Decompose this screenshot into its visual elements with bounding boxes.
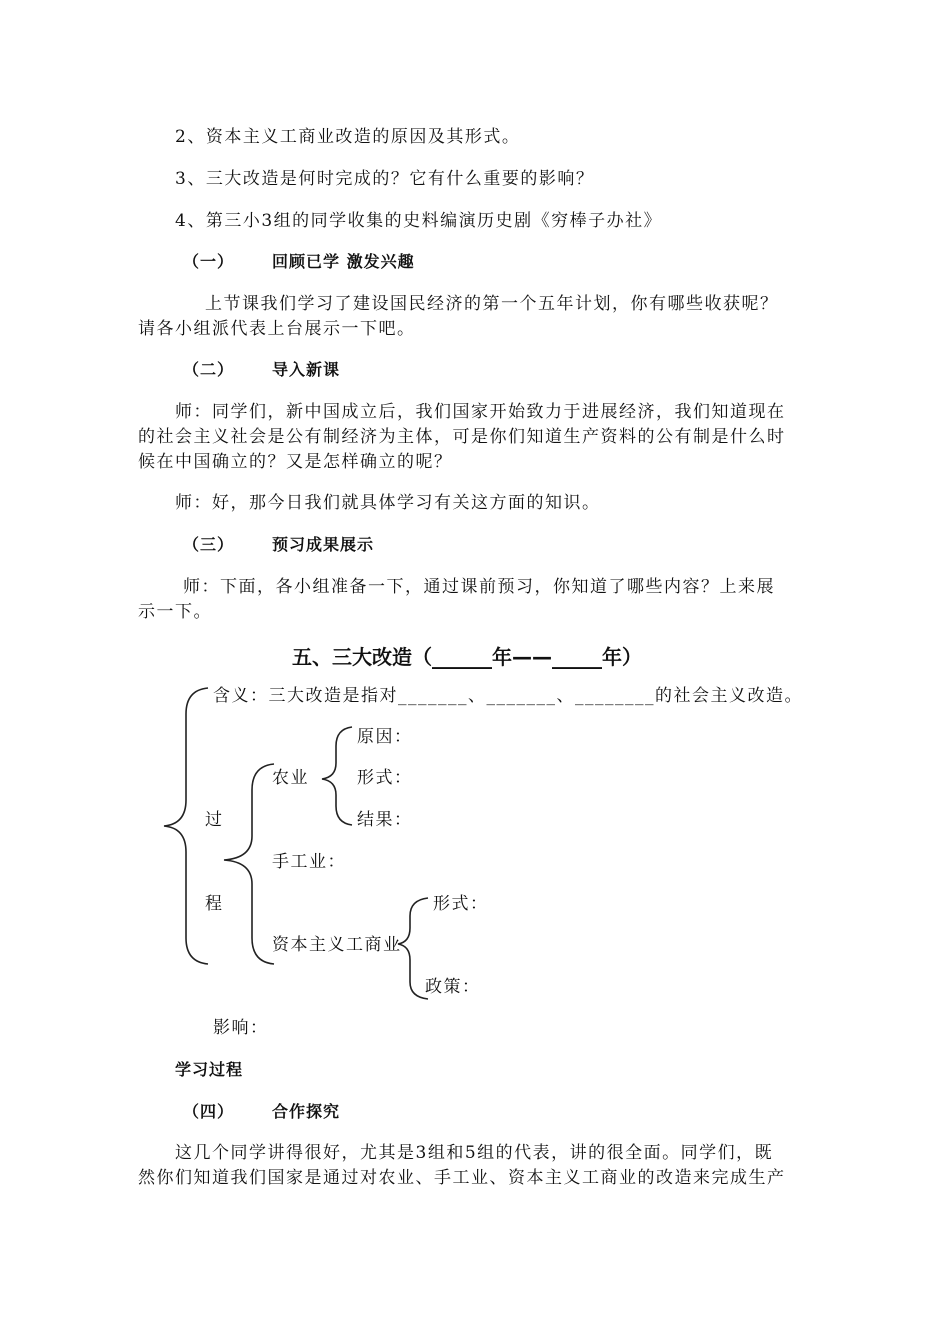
question-2: 2、资本主义工商业改造的原因及其形式。 (175, 127, 521, 147)
agriculture-reason: 原因： (357, 727, 413, 747)
process-char-1: 过 (205, 810, 224, 830)
section-2-p1-line-1: 师：同学们，新中国成立后，我们国家开始致力于进展经济，我们知道现在 (175, 402, 786, 422)
agriculture-brace (322, 727, 352, 825)
section-3-line-2: 示一下。 (138, 602, 212, 622)
capitalist-brace (398, 898, 428, 999)
section-1-number: （一） (183, 252, 235, 271)
outer-brace (164, 688, 208, 964)
question-4: 4、第三小3组的同学收集的史料编演历史剧《穷棒子办社》 (175, 211, 663, 231)
agriculture-label: 农业 (272, 768, 309, 788)
diagram-meaning: 含义：三大改造是指对_______、_______、________的社会主义改造。 (213, 686, 803, 706)
impact-label: 影响： (213, 1018, 269, 1038)
section-2-number: （二） (183, 360, 235, 379)
section-3-line-1: 师：下面，各小组准备一下，通过课前预习，你知道了哪些内容？上来展 (183, 577, 775, 597)
section-4-line-1: 这几个同学讲得很好，尤其是3组和5组的代表，讲的很全面。同学们，既 (175, 1143, 774, 1163)
section-2-title: 导入新课 (272, 360, 341, 379)
section-3-number: （三） (183, 535, 235, 554)
diagram-heading: 五、三大改造（______年——_____年） (292, 645, 642, 669)
learning-process-heading: 学习过程 (175, 1060, 244, 1079)
section-2-p1-line-2: 的社会主义社会是公有制经济为主体，可是你们知道生产资料的公有制是什么时 (138, 427, 786, 447)
section-1-line-2: 请各小组派代表上台展示一下吧。 (138, 319, 416, 339)
section-4-title: 合作探究 (272, 1102, 341, 1121)
handicraft-label: 手工业： (272, 852, 346, 872)
section-2-p1-line-3: 候在中国确立的？又是怎样确立的呢？ (138, 452, 453, 472)
section-2-p2: 师：好，那今日我们就具体学习有关这方面的知识。 (175, 493, 601, 513)
capitalist-form: 形式： (433, 894, 489, 914)
agriculture-form: 形式： (357, 768, 413, 788)
section-1-title: 回顾已学 激发兴趣 (272, 252, 415, 271)
process-brace (224, 764, 274, 964)
section-3-title: 预习成果展示 (272, 535, 375, 554)
capitalist-policy: 政策： (425, 977, 481, 997)
agriculture-result: 结果： (357, 810, 413, 830)
section-4-number: （四） (183, 1102, 235, 1121)
process-char-2: 程 (205, 894, 224, 914)
question-3: 3、三大改造是何时完成的？它有什么重要的影响？ (175, 169, 595, 189)
capitalist-label: 资本主义工商业 (272, 935, 402, 955)
section-1-line-1: 上节课我们学习了建设国民经济的第一个五年计划，你有哪些收获呢？ (205, 294, 779, 314)
section-4-line-2: 然你们知道我们国家是通过对农业、手工业、资本主义工商业的改造来完成生产 (138, 1168, 786, 1188)
